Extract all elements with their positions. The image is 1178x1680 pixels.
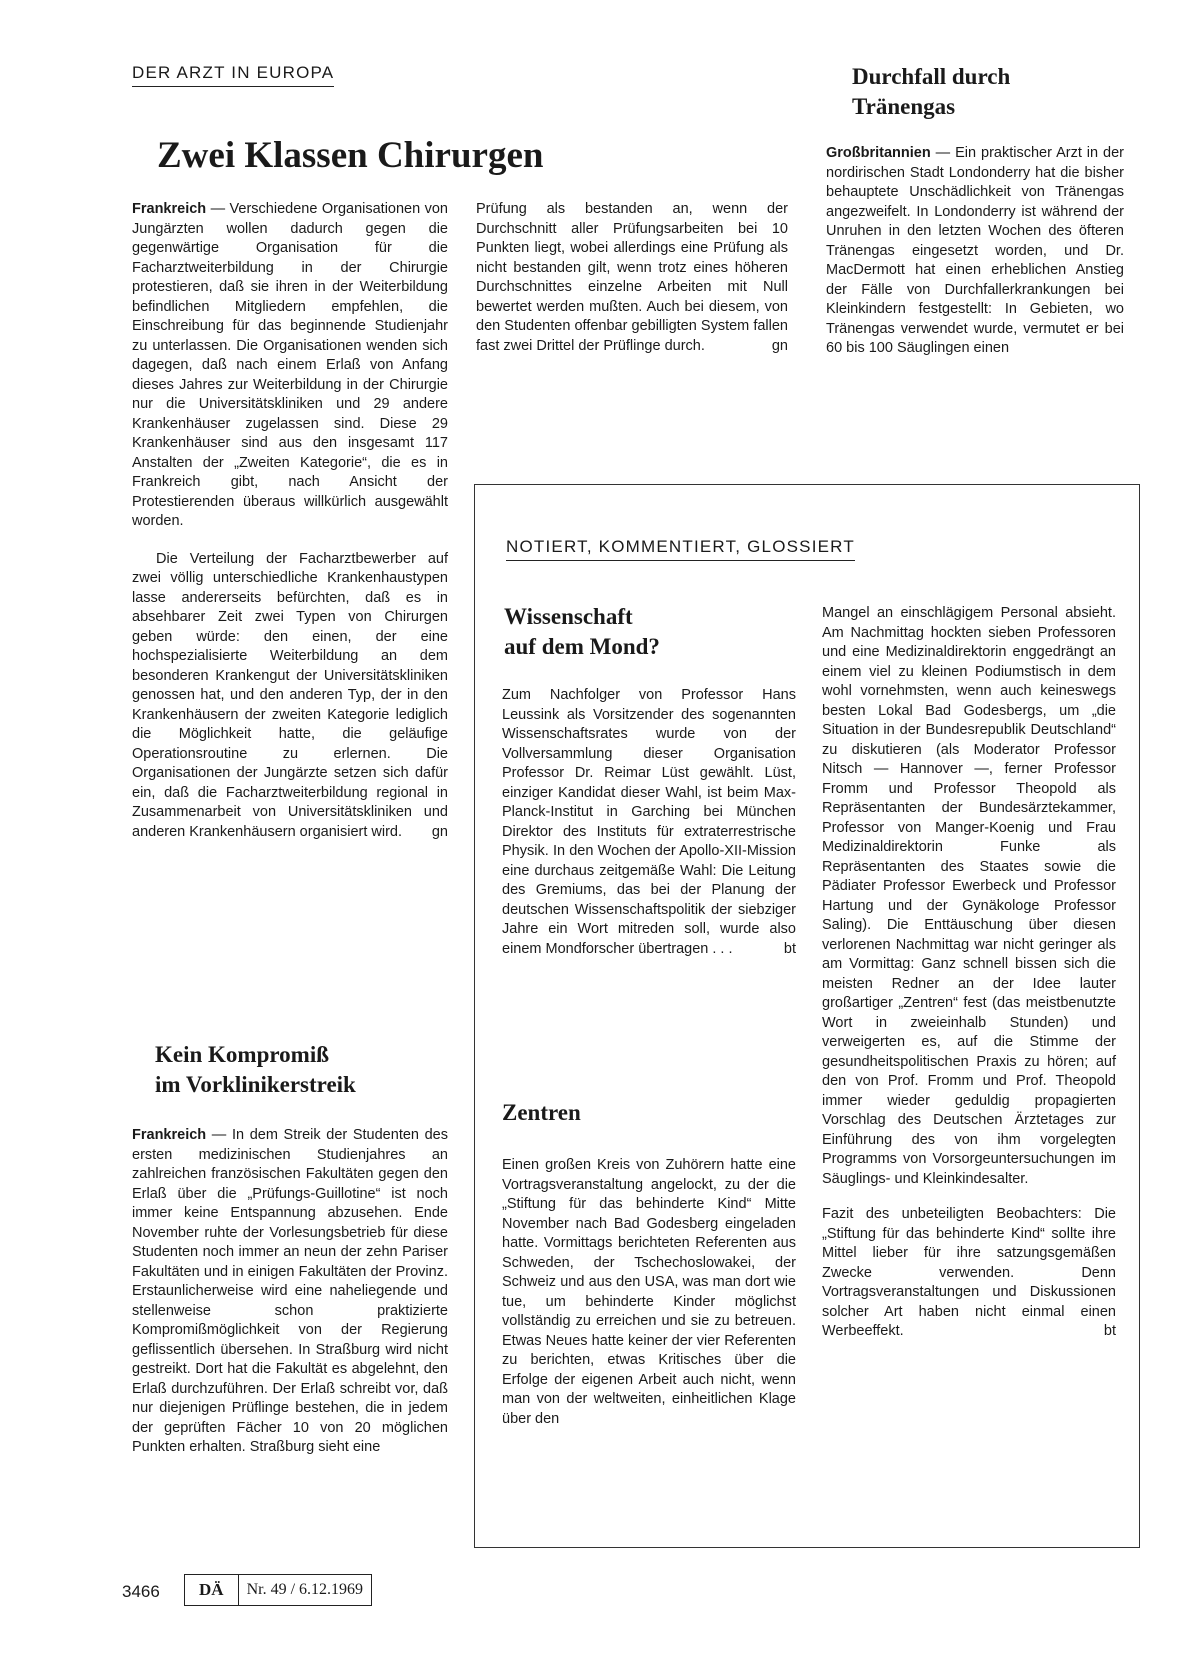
author-signature: gn xyxy=(771,337,788,354)
title-line: Wissenschaft xyxy=(504,604,633,629)
article-paragraph xyxy=(132,1126,448,1458)
footer-issue-box xyxy=(184,1574,372,1606)
article-body-zentren-col1 xyxy=(502,1156,796,1429)
article-paragraph xyxy=(132,550,448,843)
article-body-zentren-col2 xyxy=(822,604,1116,1342)
article-title-wissenschaft xyxy=(504,602,660,662)
article-paragraph xyxy=(826,144,1124,359)
box-rubric: NOTIERT, KOMMENTIERT, GLOSSIERT xyxy=(506,536,855,561)
article-lead-location: Frankreich xyxy=(132,1127,207,1143)
title-line: Durchfall durch xyxy=(852,64,1011,89)
section-rubric: DER ARZT IN EUROPA xyxy=(132,62,334,87)
article-title-kein-kompromiss xyxy=(155,1040,356,1100)
journal-abbreviation: DÄ xyxy=(185,1575,239,1605)
article-paragraph xyxy=(822,1205,1116,1342)
article-paragraph xyxy=(822,604,1116,1189)
article-text: Die Verteilung der Facharztbewerber auf zwei völlig unterschiedliche Krankenhaustypen lasse andererseits befürchten, daß es in absehbarer Zeit zwei Typen von Chirurgen geben würde: den einen, der eine hochspezialisierte Weiterbildung an dem besonderen Krankengut der Universitätskliniken genossen hat, und den anderen Typ, der in den Krankenhäusern der zweiten Kategorie lediglich die Möglichkeit hatte, die geläufige Operationsroutine zu erlernen. Die Organisationen der Jungärzte setzen sich dafür ein, daß die Facharztweiterbildung regional in Zusammenarbeit von Universitätskliniken und anderen Krankenhäusern organisiert wird. xyxy=(132,550,448,840)
article-paragraph xyxy=(476,200,788,356)
author-signature: bt xyxy=(783,940,796,957)
article-text: Zum Nachfolger von Professor Hans Leussink als Vorsitzender des sogenannten Wissenschaftsrates wurde von der Vollversammlung dieser Organisation Professor Dr. Reimar Lüst gewählt. Lüst, einziger Kandidat dieser Wahl, ist beim Max-Planck-Institut in Garching bei München Direktor des Instituts für extraterrestrische Physik. In den Wochen der Apollo-XII-Mission eine durchaus zeitgemäße Wahl: Die Leitung des Gremiums, das bei der Planung der deutschen Wissenschaftspolitik der siebziger Jahre ein Wort mitreden soll, wurde also einem Mondforscher übertragen . . . xyxy=(502,687,796,957)
article-body-col1 xyxy=(132,200,448,842)
article-text: — Verschiedene Organisationen von Jungärzten wollen dadurch gegen die gegenwärtige Organisation für die Facharztweiterbildung in der Chirurgie protestieren, daß sie ihren in der Weiterbildung befindlichen Mitgliedern empfehlen, die Einschreibung für das beginnende Studienjahr zu unterlassen. Die Organisationen wenden sich dagegen, daß nach einem Erlaß von Anfang dieses Jahres zur Weiterbildung in der Chirurgie nur die Universitätskliniken und 29 andere Krankenhäuser zugelassen sind. Diese 29 Krankenhäuser sind aus den insgesamt 117 Anstalten der „Zweiten Kategorie“, die es in Frankreich gibt, nach Ansicht der Protestierenden überaus willkürlich ausgewählt worden. xyxy=(132,201,448,529)
article-lead-location: Großbritannien xyxy=(826,145,931,161)
article-title-durchfall xyxy=(852,62,1010,122)
title-line: Kein Kompromiß xyxy=(155,1042,330,1067)
article-body-wissenschaft xyxy=(502,686,796,959)
article-body-vorklinikerstreik xyxy=(132,1126,448,1458)
article-body-durchfall xyxy=(826,144,1124,359)
article-text: — Ein praktischer Arzt in der nordirischen Stadt Londonderry hat die bisher behauptete Unschädlichkeit von Tränengas angezweifelt. In Londonderry ist während der Unruhen in den letzten Wochen des öfteren Tränengas eingesetzt worden, und Dr. MacDermott hat einen erheblichen Anstieg der Fälle von Durchfallerkrankungen bei Kleinkindern festgestellt: In Gebieten, wo Tränengas verwendet wurde, vermutet er bei 60 bis 100 Säuglingen einen xyxy=(826,145,1124,356)
issue-info: Nr. 49 / 6.12.1969 xyxy=(246,1581,364,1598)
article-paragraph xyxy=(502,1156,796,1429)
article-lead-location: Frankreich xyxy=(132,201,207,217)
article-text: Prüfung als bestanden an, wenn der Durchschnitt aller Prüfungsarbeiten bei 10 Punkten liegt, wobei allerdings eine Prüfung als nicht bestanden gilt, wenn trotz eines höheren Durchschnittes einzelne Arbeiten mit Null bewertet werden mußten. Auch bei diesem, von den Studenten offenbar gebilligten System fallen fast zwei Drittel der Prüflinge durch. xyxy=(476,201,788,354)
article-paragraph xyxy=(132,200,448,532)
title-line: auf dem Mond? xyxy=(504,634,660,659)
title-line: Tränengas xyxy=(852,94,956,119)
article-text: Einen großen Kreis von Zuhörern hatte eine Vortragsveranstaltung angelockt, zu der die „Stiftung für das behinderte Kind“ Mitte November nach Bad Godesberg eingeladen hatte. Vormittags berichteten Referenten aus Schweden, der Tschechoslowakei, der Schweiz und aus den USA, was man dort wie tue, um behinderte Kinder möglichst vollständig zu erreichen und sie zu betreuen. Etwas Neues hatte keiner der vier Referenten zu berichten, etwas Kritisches über die Erfolge der eigenen Arbeit auch nicht, wenn man von der weltweiten, einheitlichen Klage über den xyxy=(502,1157,796,1427)
article-title-zwei-klassen: Zwei Klassen Chirurgen xyxy=(157,135,544,176)
article-title-zentren: Zentren xyxy=(502,1100,581,1125)
article-text: Fazit des unbeteiligten Beobachters: Die „Stiftung für das behinderte Kind“ sollte ihre Mittel lieber für ihre satzungsgemäßen Zwecke verwenden. Denn Vortragsveranstaltungen und Diskussionen solcher Art haben nicht einmal einen Werbeeffekt. xyxy=(822,1206,1116,1339)
author-signature: gn xyxy=(431,823,448,840)
article-paragraph xyxy=(502,686,796,959)
article-body-col2 xyxy=(476,200,788,356)
title-line: im Vorklinikerstreik xyxy=(155,1072,356,1097)
page-number: 3466 xyxy=(122,1582,160,1601)
article-text: — In dem Streik der Studenten des ersten medizinischen Studienjahres an zahlreichen französischen Fakultäten gegen den Erlaß über die „Prüfungs-Guillotine“ ist noch immer keine Entspannung abzusehen. Ende November ruhte der Vorlesungsbetrieb für diese Studenten noch immer an neun der zehn Pariser Fakultäten und in einigen Fakultäten der Provinz. Erstaunlicherweise wird eine naheliegende und stellenweise schon praktizierte Kompromißmöglichkeit von der Regierung geflissentlich übersehen. In Straßburg wird nicht gestreikt. Dort hat die Fakultät es abgelehnt, den Erlaß durchzuführen. Der Erlaß schreibt vor, daß nur diejenigen Prüflinge bestehen, die in jedem der geprüften Fächer 10 von 20 möglichen Punkten erhalten. Straßburg sieht eine xyxy=(132,1127,448,1455)
author-signature: bt xyxy=(1103,1323,1116,1339)
article-text: Mangel an einschlägigem Personal absieht. Am Nachmittag hockten sieben Professoren und eine Medizinaldirektorin enggedrängt an einem viel zu kleinen Podiumstisch in dem wohl vornehmsten, wenn auch keineswegs besten Lokal Bad Godesbergs, um „die Situation in der Bundesrepublik Deutschland“ zu diskutieren (als Moderator Professor Nitsch — Hannover —, ferner Professor Fromm und Professor Theopold als Repräsentanten der Bundesärztekammer, Professor von Manger-Koenig und Frau Medizinaldirektorin Funke als Repräsentanten des Staates sowie die Pädiater Professor Ewerbeck und Professor Hartung und der Gynäkologe Professor Saling). Die Enttäuschung über diesen verlorenen Nachmittag war nicht geringer als am Vormittag: Ganz schnell bissen sich die meisten Redner an der Idee lauter großartiger „Zentren“ fest (das meistbenutzte Wort in zweieinhalb Stunden) und verweigerten es, auf die Stimme der gesundheitspolitischen Praxis zu hören; auf den von Prof. Fromm und Prof. Theopold immer wieder geduldig propagierten Vorschlag des Deutschen Ärztetages zur Einführung des von ihm vorgelegten Programms von Vorsorgeuntersuchungen im Säuglings- und Kleinkindesalter. xyxy=(822,605,1116,1187)
